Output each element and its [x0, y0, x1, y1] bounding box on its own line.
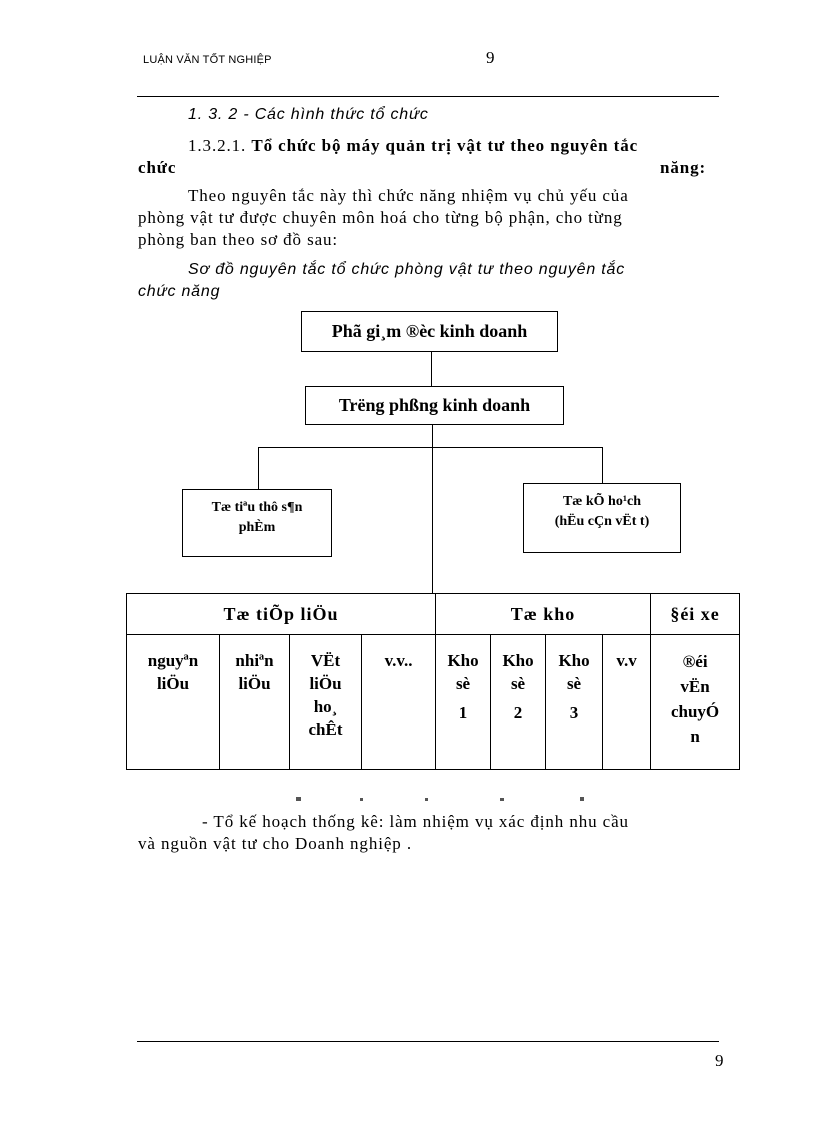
header-page-number: 9	[486, 48, 495, 67]
cell-raw-materials	[127, 635, 220, 770]
cell-text: VËt	[310, 651, 341, 670]
paragraph-line3: phòng ban theo sơ đồ sau:	[138, 230, 339, 249]
connector-trunk	[432, 423, 433, 594]
subheading-number: 1.3.2.1.	[188, 136, 247, 155]
connector-left-drop	[258, 447, 259, 489]
cell-text: 1	[458, 703, 468, 722]
cell-text: v.v	[616, 651, 637, 670]
sales-team-box	[182, 489, 332, 557]
planning-team-box	[523, 483, 681, 553]
connector-right-drop	[602, 447, 603, 483]
sales-team-label-line2: phÈm	[238, 520, 276, 535]
cell-text: 2	[513, 703, 523, 722]
paragraph-line1: Theo nguyên tắc này thì chức năng nhiệm vụ chủ yếu của	[188, 186, 629, 205]
cell-text: ho¸	[313, 697, 338, 716]
cell-text: Kho	[502, 651, 534, 670]
cell-warehouse-2	[491, 635, 546, 770]
cell-etc-warehouse	[603, 635, 651, 770]
planning-team-label-line2: (hËu cÇn vËt t)	[554, 514, 650, 529]
planning-team-label-line1: Tæ kÕ ho¹ch	[562, 494, 642, 509]
cell-etc-supply	[362, 635, 436, 770]
subheading-bold: Tổ chức bộ máy quản trị vật tư theo nguyên tắc	[251, 136, 639, 155]
paragraph-line2: phòng vật tư được chuyên môn hoá cho từng bộ phận, cho từng	[138, 208, 623, 227]
connector-branch-horizontal	[258, 447, 603, 448]
clipped-text-marks	[290, 796, 590, 801]
cell-text: sè	[455, 674, 471, 693]
caption-line1: Sơ đồ nguyên tắc tổ chức phòng vật tư theo nguyên tắc	[188, 261, 626, 278]
deputy-director-label: Phã gi¸m ®èc kinh doanh	[331, 321, 528, 341]
cell-text: liÖu	[156, 674, 190, 693]
header-vehicle-team: §éi xe	[651, 594, 740, 635]
header-title: LUẬN VĂN TỐT NGHIỆP	[143, 54, 272, 66]
department-head-box	[305, 386, 564, 425]
clipped-text-remnant	[290, 793, 590, 801]
cell-text: vËn	[680, 677, 710, 696]
cell-text: v.v..	[384, 651, 413, 670]
cell-text: Kho	[447, 651, 479, 670]
cell-fuel	[220, 635, 290, 770]
cell-chemicals	[290, 635, 362, 770]
header-rule	[137, 96, 719, 97]
department-head-label: Trëng phßng kinh doanh	[338, 395, 531, 415]
cell-text: sè	[510, 674, 526, 693]
cell-text: liÖu	[238, 674, 271, 693]
cell-text: sè	[566, 674, 582, 693]
sales-team-label-line1: Tæ tiªu thô s¶n	[211, 500, 303, 515]
cell-text: n	[690, 727, 700, 746]
cell-transport-team	[651, 635, 740, 770]
after-line2: và nguồn vật tư cho Doanh nghiệp .	[138, 834, 412, 853]
connector-top-vertical	[431, 351, 432, 387]
department-table	[126, 593, 740, 770]
footer-page-number: 9	[715, 1051, 724, 1070]
cell-text: Kho	[558, 651, 590, 670]
cell-text: ®éi	[682, 652, 708, 671]
cell-text: nguyªn	[147, 651, 199, 670]
caption-line2: chức năng	[138, 283, 221, 300]
section-heading: 1. 3. 2 - Các hình thức tổ chức	[188, 106, 429, 123]
cell-text: nhiªn	[235, 651, 274, 670]
subheading-line2-right: năng:	[660, 158, 707, 177]
header-supply-team: Tæ tiÕp liÖu	[127, 594, 436, 635]
after-line1: - Tổ kế hoạch thống kê: làm nhiệm vụ xác định nhu cầu	[202, 812, 629, 831]
subheading-line1	[188, 136, 638, 156]
header-warehouse-team: Tæ kho	[436, 594, 651, 635]
footer-rule	[137, 1041, 719, 1042]
cell-text: chÊt	[308, 720, 343, 739]
cell-text: liÖu	[309, 674, 342, 693]
cell-text: 3	[569, 703, 579, 722]
deputy-director-box	[301, 311, 558, 352]
cell-warehouse-1	[436, 635, 491, 770]
cell-warehouse-3	[546, 635, 603, 770]
cell-text: chuyÓ	[670, 702, 720, 721]
subheading-line2-left: chức	[138, 158, 177, 177]
